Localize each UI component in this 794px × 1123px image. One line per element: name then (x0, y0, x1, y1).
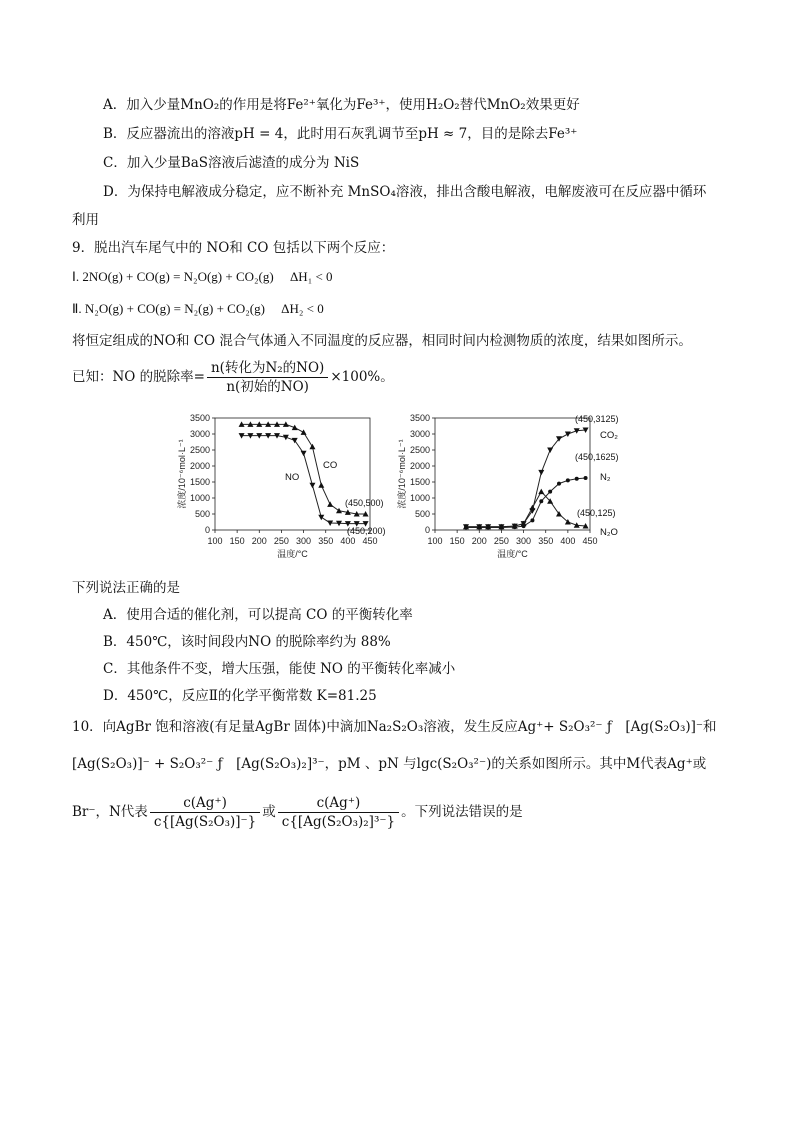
q8-option-d-cont: 利用 (72, 212, 99, 228)
data-point (548, 490, 552, 494)
x-tick-label: 250 (273, 536, 289, 546)
q9-reaction-2: Ⅱ. N₂O(g) + CO(g) = N₂(g) + CO₂(g) ΔH₂ < 0 (72, 301, 324, 316)
q8-option-b: B．反应器流出的溶液pH = 4，此时用石灰乳调节至pH ≈ 7，目的是除去Fe³⁺ (103, 126, 578, 142)
data-point (327, 501, 333, 507)
data-point (309, 444, 315, 450)
x-tick-label: 400 (340, 536, 356, 546)
series-label: CO₂ (600, 430, 618, 441)
q9-reaction-1: Ⅰ. 2NO(g) + CO(g) = N₂O(g) + CO₂(g) ΔH₁ < 0 (72, 269, 333, 284)
q8-option-a: A．加入少量MnO₂的作用是将Fe²⁺氧化为Fe³⁺，使用H₂O₂替代MnO₂效果更好 (103, 97, 580, 113)
q10-line-3-suffix: 。下列说法错误的是 (401, 804, 523, 820)
q9-option-c: C．其他条件不变，增大压强，能使 NO 的平衡转化率减小 (103, 661, 456, 677)
y-tick-label: 500 (194, 509, 210, 519)
y-axis-label: 浓度/10⁻⁶mol·L⁻¹ (397, 439, 407, 509)
q10-fraction-2-den: c{[Ag(S₂O₃)₂]³⁻} (281, 814, 396, 830)
x-tick-label: 450 (582, 536, 598, 546)
data-point (566, 478, 570, 482)
x-tick-label: 150 (229, 536, 245, 546)
x-tick-label: 100 (207, 536, 223, 546)
data-point (318, 515, 324, 521)
q10-line-1: 10．向AgBr 饱和溶液(有足量AgBr 固体)中滴加Na₂S₂O₃溶液，发生反应Ag⁺+ S₂O₃²⁻ ƒ [Ag(S₂O₃)]⁻和 (72, 719, 717, 735)
q8-option-d: D．为保持电解液成分稳定，应不断补充 MnSO₄溶液，排出含酸电解液，电解废液可在反应器中循环 (103, 184, 707, 200)
y-axis-label: 浓度/10⁻⁶mol·L⁻¹ (177, 439, 187, 509)
q10-fraction-1-den: c{[Ag(S₂O₃)]⁻} (153, 814, 257, 830)
q9-stem: 9．脱出汽车尾气中的 NO和 CO 包括以下两个反应： (72, 240, 395, 256)
series-label: NO (285, 472, 300, 483)
data-point (538, 489, 544, 495)
q10-fraction-1 (150, 794, 260, 831)
y-tick-label: 3000 (409, 429, 430, 439)
q9-fraction-num: n(转化为N₂的NO) (207, 359, 328, 378)
x-tick-label: 450 (362, 536, 378, 546)
x-tick-label: 150 (449, 536, 465, 546)
point-annotation: (450,500) (345, 498, 384, 508)
y-tick-label: 2500 (189, 445, 210, 455)
series-line (466, 430, 586, 527)
x-axis-label: 温度/°C (277, 549, 308, 559)
series-line (242, 436, 366, 524)
q9-known-formula (72, 358, 394, 396)
y-tick-label: 1000 (409, 493, 430, 503)
y-tick-label: 0 (204, 525, 210, 535)
chart-right (395, 408, 635, 568)
q10-line-2: [Ag(S₂O₃)]⁻ + S₂O₃²⁻ ƒ [Ag(S₂O₃)₂]³⁻，pM 、pN 与lgc(S₂O₃²⁻)的关系如图所示。其中M代表Ag⁺或 (72, 756, 707, 772)
data-point (539, 499, 543, 503)
data-point (309, 483, 315, 489)
q9-question: 下列说法正确的是 (72, 580, 180, 596)
x-axis-label: 温度/°C (497, 549, 528, 559)
chart-left (175, 408, 405, 568)
y-tick-label: 500 (414, 509, 430, 519)
y-tick-label: 1500 (189, 477, 210, 487)
y-tick-label: 3000 (189, 429, 210, 439)
data-point (529, 505, 535, 511)
data-point (318, 482, 324, 488)
data-point (538, 470, 544, 476)
x-tick-label: 200 (251, 536, 267, 546)
q9-fraction-den: n(初始的NO) (226, 379, 309, 395)
y-tick-label: 2500 (409, 445, 430, 455)
data-point (565, 432, 571, 438)
q10-line-3 (72, 790, 523, 834)
point-annotation: (450,1625) (575, 452, 619, 462)
q8-option-c: C．加入少量BaS溶液后滤渣的成分为 NiS (103, 155, 360, 171)
x-tick-label: 200 (471, 536, 487, 546)
q10-fraction-1-num: c(Ag⁺) (150, 794, 260, 813)
y-tick-label: 3500 (189, 413, 210, 423)
series-label: N₂O (600, 527, 618, 538)
point-annotation: (450,125) (577, 508, 616, 518)
q9-description: 将恒定组成的NO和 CO 混合气体通入不同温度的反应器，相同时间内检测物质的浓度，结果如图所示。 (72, 333, 692, 349)
data-point (584, 476, 588, 480)
data-point (547, 448, 553, 454)
y-tick-label: 2000 (189, 461, 210, 471)
data-point (575, 477, 579, 481)
q9-known-suffix: ×100%。 (330, 369, 394, 385)
y-tick-label: 3500 (409, 413, 430, 423)
q9-option-a: A．使用合适的催化剂，可以提高 CO 的平衡转化率 (103, 607, 413, 623)
q10-fraction-2 (278, 794, 399, 831)
data-point (530, 518, 534, 522)
x-tick-label: 250 (493, 536, 509, 546)
x-tick-label: 100 (427, 536, 443, 546)
q10-fraction-2-num: c(Ag⁺) (278, 794, 399, 813)
q9-fraction (207, 359, 328, 396)
x-tick-label: 350 (318, 536, 334, 546)
y-tick-label: 1500 (409, 477, 430, 487)
point-annotation: (450,200) (347, 526, 386, 536)
q10-line-3-prefix: Br⁻，N代表 (72, 804, 148, 820)
data-point (557, 482, 561, 486)
x-tick-label: 300 (516, 536, 532, 546)
x-tick-label: 300 (296, 536, 312, 546)
q10-line-3-mid: 或 (262, 804, 276, 820)
x-tick-label: 400 (560, 536, 576, 546)
data-point (336, 508, 342, 514)
series-label: N₂ (600, 472, 611, 483)
q9-option-d: D．450℃，反应Ⅱ的化学平衡常数 K=81.25 (103, 688, 377, 704)
series-label: CO (323, 460, 338, 471)
y-tick-label: 2000 (409, 461, 430, 471)
q9-known-prefix: 已知：NO 的脱除率= (72, 369, 205, 385)
data-point (301, 451, 307, 457)
data-point (301, 429, 307, 435)
point-annotation: (450,3125) (575, 414, 619, 424)
y-tick-label: 1000 (189, 493, 210, 503)
x-tick-label: 350 (538, 536, 554, 546)
y-tick-label: 0 (424, 525, 430, 535)
q9-option-b: B．450℃，该时间段内NO 的脱除率约为 88% (103, 634, 391, 650)
